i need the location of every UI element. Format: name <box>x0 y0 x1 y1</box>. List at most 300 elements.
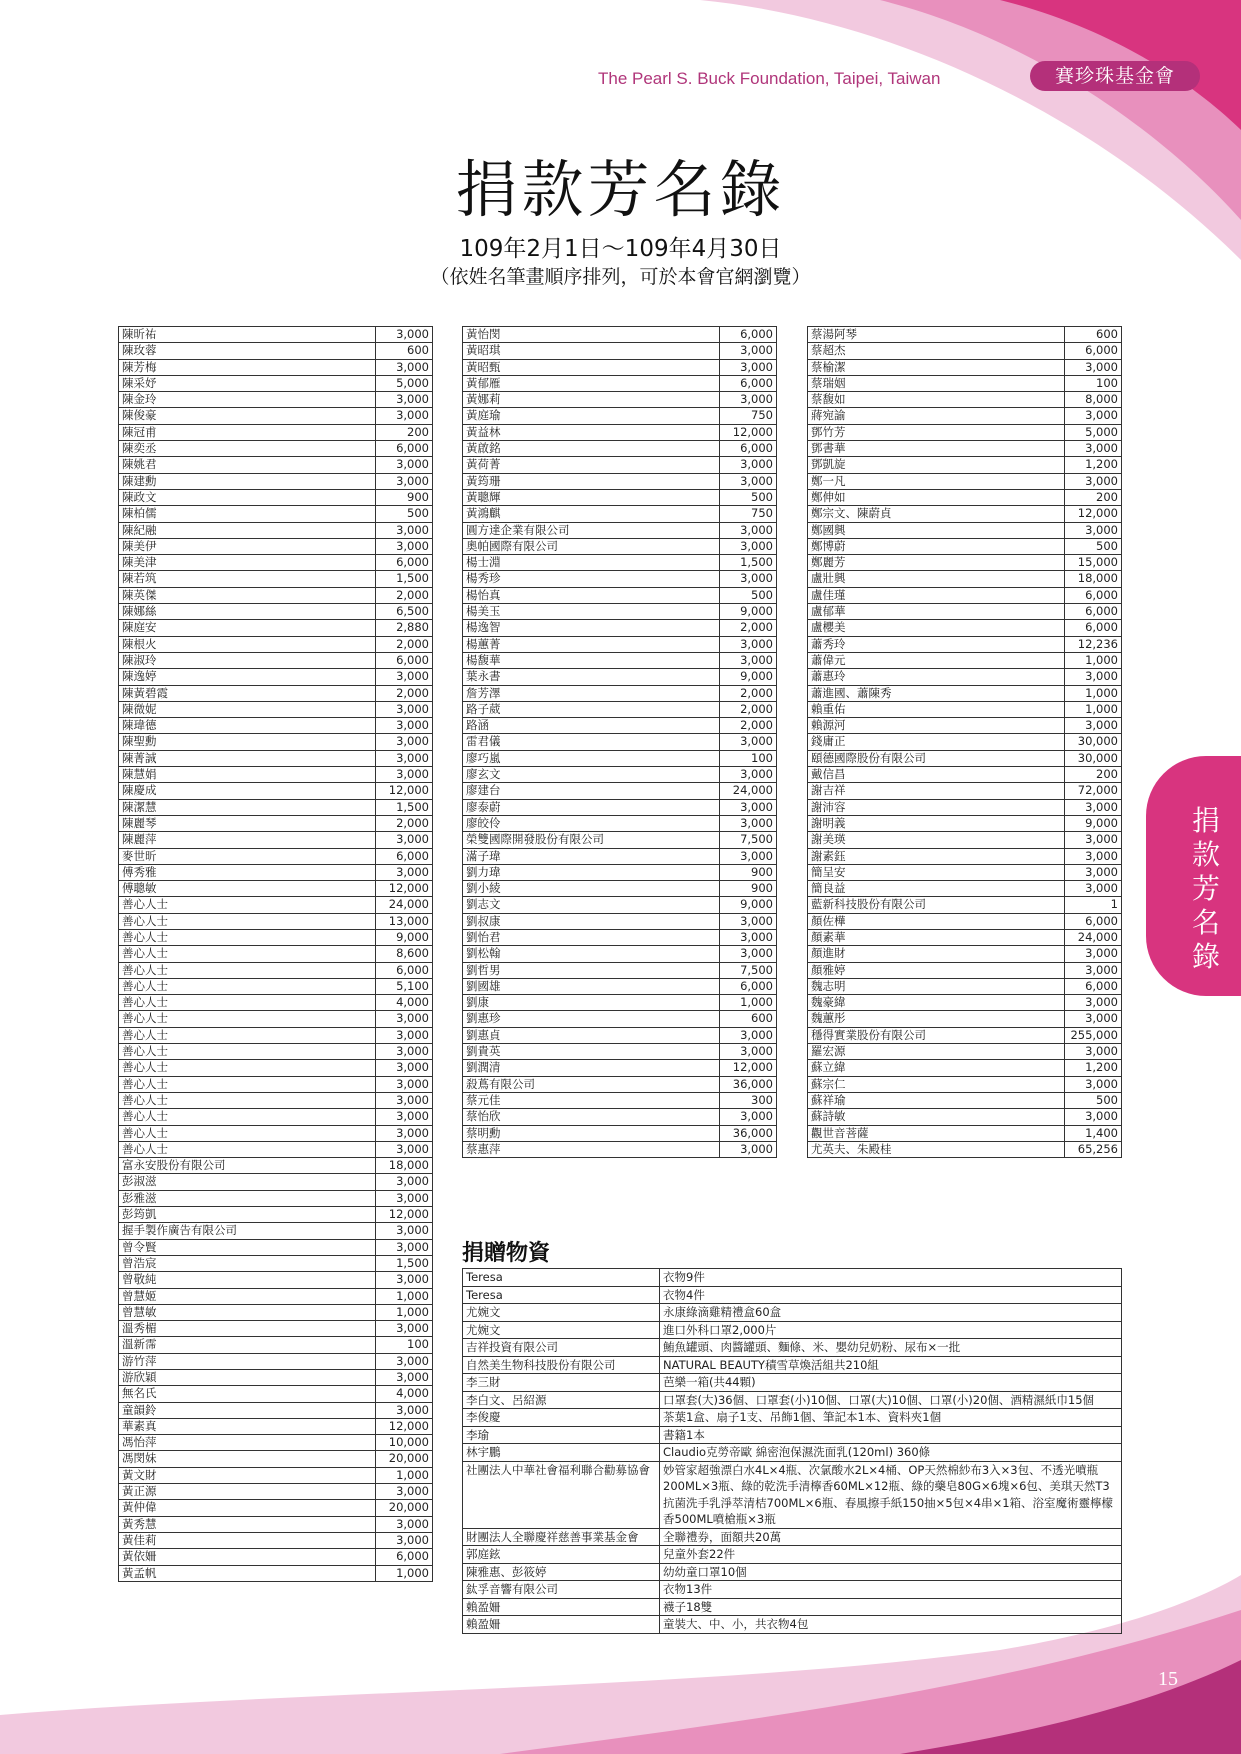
donation-row <box>119 995 433 1011</box>
donation-row <box>463 571 777 587</box>
goods-donor: 財團法人全聯慶祥慈善事業基金會 <box>463 1528 660 1546</box>
donation-row <box>119 343 433 359</box>
donor-name: 善心人士 <box>119 929 376 945</box>
donation-row <box>808 522 1122 538</box>
donation-amount: 6,000 <box>376 555 433 571</box>
donation-amount: 600 <box>376 343 433 359</box>
donation-amount: 3,000 <box>720 1141 777 1157</box>
donation-row <box>119 685 433 701</box>
goods-row <box>463 1374 1122 1392</box>
donation-amount: 6,000 <box>1065 620 1122 636</box>
donation-row <box>119 636 433 652</box>
goods-row <box>463 1426 1122 1444</box>
donor-name: 彭淑滋 <box>119 1174 376 1190</box>
goods-row <box>463 1528 1122 1546</box>
donation-amount: 3,000 <box>720 767 777 783</box>
donation-amount: 6,000 <box>1065 978 1122 994</box>
donor-name: 陳奕丞 <box>119 441 376 457</box>
donation-row <box>463 489 777 505</box>
donation-row <box>119 473 433 489</box>
donor-name: 善心人士 <box>119 1141 376 1157</box>
donation-row <box>463 522 777 538</box>
donation-row <box>808 375 1122 391</box>
donation-row <box>119 799 433 815</box>
donor-name: 黃怡閔 <box>463 327 720 343</box>
goods-items: Claudio克勞帝歐 綿密泡保濕洗面乳(120ml) 360條 <box>660 1444 1122 1462</box>
donation-amount: 3,000 <box>1065 669 1122 685</box>
donation-amount: 2,000 <box>376 685 433 701</box>
goods-donor: 郭庭鉉 <box>463 1546 660 1564</box>
donor-name: 陳逸婷 <box>119 669 376 685</box>
donation-amount: 3,000 <box>1065 946 1122 962</box>
donor-name: 曾浩宸 <box>119 1255 376 1271</box>
donation-amount: 18,000 <box>376 1158 433 1174</box>
donation-row <box>463 1076 777 1092</box>
donation-row <box>119 1451 433 1467</box>
donation-amount: 3,000 <box>376 1402 433 1418</box>
donation-row <box>119 1125 433 1141</box>
donation-row <box>463 343 777 359</box>
donation-amount: 3,000 <box>376 522 433 538</box>
donation-amount: 3,000 <box>720 359 777 375</box>
goods-donor: 鈦孚音響有限公司 <box>463 1581 660 1599</box>
donor-name: 藍新科技股份有限公司 <box>808 897 1065 913</box>
goods-table <box>462 1268 1122 1634</box>
donation-row <box>808 881 1122 897</box>
donor-name: 蔡惠萍 <box>463 1141 720 1157</box>
donation-row <box>119 1418 433 1434</box>
donation-amount: 9,000 <box>720 604 777 620</box>
donation-amount: 100 <box>720 750 777 766</box>
donation-amount: 3,000 <box>376 1011 433 1027</box>
goods-items: 茶葉1盒、扇子1支、吊飾1個、筆記本1本、資料夾1個 <box>660 1409 1122 1427</box>
donor-name: 楊秀珍 <box>463 571 720 587</box>
donation-amount: 3,000 <box>720 636 777 652</box>
goods-items: 口罩套(大)36個、口罩套(小)10個、口罩(大)10個、口罩(小)20個、酒精濕紙巾15個 <box>660 1391 1122 1409</box>
donation-amount: 3,000 <box>376 1321 433 1337</box>
donation-row <box>463 864 777 880</box>
donation-amount: 24,000 <box>720 783 777 799</box>
donation-amount: 100 <box>376 1337 433 1353</box>
donation-row <box>119 783 433 799</box>
donation-row <box>119 424 433 440</box>
donor-name: 蔣宛諭 <box>808 408 1065 424</box>
donation-row <box>119 408 433 424</box>
donation-amount: 3,000 <box>376 734 433 750</box>
donation-row <box>808 1141 1122 1157</box>
donor-name: 溫秀楣 <box>119 1321 376 1337</box>
donor-name: 蔡榆潔 <box>808 359 1065 375</box>
donation-row <box>119 1321 433 1337</box>
donation-amount: 9,000 <box>376 929 433 945</box>
donor-name: 楊士淵 <box>463 555 720 571</box>
donation-row <box>119 555 433 571</box>
donor-name: 鄭宗文、陳蔚貞 <box>808 506 1065 522</box>
donation-row <box>119 1353 433 1369</box>
donation-row <box>808 848 1122 864</box>
donation-amount: 3,000 <box>376 1044 433 1060</box>
donor-name: 陳庭安 <box>119 620 376 636</box>
donor-name: 魏豪緯 <box>808 995 1065 1011</box>
donation-amount: 3,000 <box>720 571 777 587</box>
goods-donor: 李瑜 <box>463 1426 660 1444</box>
donation-amount: 12,000 <box>376 881 433 897</box>
goods-donor: 李俊慶 <box>463 1409 660 1427</box>
donor-name: 陳俊豪 <box>119 408 376 424</box>
donor-name: 簡呈安 <box>808 864 1065 880</box>
donation-amount: 3,000 <box>720 538 777 554</box>
donor-name: 黃昭甄 <box>463 359 720 375</box>
donor-name: 戴信昌 <box>808 767 1065 783</box>
donation-amount: 1,000 <box>376 1467 433 1483</box>
donation-row <box>119 1386 433 1402</box>
goods-row <box>463 1444 1122 1462</box>
donation-amount: 10,000 <box>376 1435 433 1451</box>
donation-row <box>119 1223 433 1239</box>
donation-amount: 1,500 <box>720 555 777 571</box>
donation-row <box>119 881 433 897</box>
donor-name: 榮雙國際開發股份有限公司 <box>463 832 720 848</box>
donation-row <box>808 424 1122 440</box>
donation-row <box>119 1158 433 1174</box>
donation-amount: 900 <box>376 489 433 505</box>
goods-items: 芭樂一箱(共44顆) <box>660 1374 1122 1392</box>
donation-row <box>119 1141 433 1157</box>
donation-amount: 3,000 <box>376 750 433 766</box>
donation-amount: 12,000 <box>376 783 433 799</box>
donor-name: 觀世音菩薩 <box>808 1125 1065 1141</box>
donation-row <box>463 620 777 636</box>
donation-amount: 3,000 <box>1065 848 1122 864</box>
donation-row <box>463 327 777 343</box>
donation-row <box>808 1011 1122 1027</box>
donation-amount: 6,000 <box>1065 604 1122 620</box>
donation-amount: 8,000 <box>1065 392 1122 408</box>
donation-amount: 6,000 <box>1065 343 1122 359</box>
donor-name: 蔡怡欣 <box>463 1109 720 1125</box>
donation-row <box>463 408 777 424</box>
donation-amount: 3,000 <box>376 473 433 489</box>
donation-row <box>119 327 433 343</box>
donation-row <box>808 767 1122 783</box>
donation-amount: 500 <box>720 587 777 603</box>
donor-name: 劉哲男 <box>463 962 720 978</box>
donor-name: 劉惠貞 <box>463 1027 720 1043</box>
donation-row <box>463 587 777 603</box>
donation-amount: 15,000 <box>1065 555 1122 571</box>
donation-row <box>119 913 433 929</box>
donation-row <box>119 359 433 375</box>
donation-row <box>808 1125 1122 1141</box>
donation-row <box>119 718 433 734</box>
donor-name: 陳根火 <box>119 636 376 652</box>
donor-name: 善心人士 <box>119 897 376 913</box>
donation-amount: 2,000 <box>720 701 777 717</box>
donation-amount: 20,000 <box>376 1500 433 1516</box>
donor-name: 陳紀融 <box>119 522 376 538</box>
donation-amount: 3,000 <box>376 1516 433 1532</box>
donation-amount: 2,880 <box>376 620 433 636</box>
donation-amount: 3,000 <box>376 1174 433 1190</box>
donor-name: 陳金玲 <box>119 392 376 408</box>
donation-amount: 500 <box>1065 1092 1122 1108</box>
donation-row <box>808 392 1122 408</box>
goods-items: 衣物13件 <box>660 1581 1122 1599</box>
donation-amount: 4,000 <box>376 995 433 1011</box>
donor-name: 黃啟銘 <box>463 441 720 457</box>
donation-amount: 6,500 <box>376 604 433 620</box>
donation-row <box>119 1011 433 1027</box>
donation-row <box>119 1044 433 1060</box>
donor-name: 蘇祥瑜 <box>808 1092 1065 1108</box>
donation-amount: 3,000 <box>376 1092 433 1108</box>
donation-row <box>119 1370 433 1386</box>
donor-name: 游欣穎 <box>119 1370 376 1386</box>
donation-amount: 200 <box>1065 767 1122 783</box>
donation-amount: 600 <box>1065 327 1122 343</box>
donor-name: 劉貴英 <box>463 1044 720 1060</box>
donor-name: 彭雅滋 <box>119 1190 376 1206</box>
donation-row <box>463 685 777 701</box>
donation-row <box>119 375 433 391</box>
donation-amount: 2,000 <box>376 815 433 831</box>
donation-row <box>808 343 1122 359</box>
donation-row <box>119 1272 433 1288</box>
donation-amount: 3,000 <box>720 473 777 489</box>
donor-name: 劉惠珍 <box>463 1011 720 1027</box>
goods-donor: 尤婉文 <box>463 1304 660 1322</box>
donation-amount: 3,000 <box>376 1223 433 1239</box>
donation-row <box>119 1255 433 1271</box>
donation-row <box>808 408 1122 424</box>
donation-amount: 200 <box>1065 489 1122 505</box>
donation-amount: 65,256 <box>1065 1141 1122 1157</box>
donation-amount: 3,000 <box>1065 864 1122 880</box>
goods-row <box>463 1356 1122 1374</box>
donation-row <box>808 734 1122 750</box>
goods-donor: 李白文、呂紹源 <box>463 1391 660 1409</box>
donor-name: 陳美津 <box>119 555 376 571</box>
donor-name: 黃聰輝 <box>463 489 720 505</box>
donation-amount: 3,000 <box>1065 522 1122 538</box>
donation-row <box>463 457 777 473</box>
donor-name: 謝素鈺 <box>808 848 1065 864</box>
donation-row <box>808 571 1122 587</box>
donation-amount: 3,000 <box>720 522 777 538</box>
goods-row <box>463 1563 1122 1581</box>
donation-row <box>808 359 1122 375</box>
donation-row <box>463 962 777 978</box>
goods-row <box>463 1304 1122 1322</box>
donation-amount: 2,000 <box>376 587 433 603</box>
donation-amount: 3,000 <box>1065 359 1122 375</box>
donation-row <box>119 1484 433 1500</box>
donation-amount: 3,000 <box>720 946 777 962</box>
donor-name: 陳昕祐 <box>119 327 376 343</box>
donation-amount: 1,000 <box>376 1304 433 1320</box>
donation-row <box>119 1027 433 1043</box>
donor-name: 雷君儀 <box>463 734 720 750</box>
donor-name: 陳微妮 <box>119 701 376 717</box>
donation-amount: 3,000 <box>720 913 777 929</box>
donor-name: 劉叔康 <box>463 913 720 929</box>
donor-name: 黃依姍 <box>119 1549 376 1565</box>
donation-row <box>808 1109 1122 1125</box>
donation-row <box>808 457 1122 473</box>
donor-name: 黃郁雁 <box>463 375 720 391</box>
donation-amount: 200 <box>376 424 433 440</box>
donor-name: 陳冠甫 <box>119 424 376 440</box>
donor-name: 游竹萍 <box>119 1353 376 1369</box>
donation-amount: 2,000 <box>720 620 777 636</box>
donor-name: 鄭伸如 <box>808 489 1065 505</box>
donor-name: 廖皎伶 <box>463 815 720 831</box>
donor-name: 鄭博蔚 <box>808 538 1065 554</box>
donation-amount: 5,100 <box>376 978 433 994</box>
donation-amount: 5,000 <box>376 375 433 391</box>
donation-amount: 3,000 <box>376 392 433 408</box>
donation-row <box>463 636 777 652</box>
donor-name: 陳黃碧霞 <box>119 685 376 701</box>
donor-name: 劉怡君 <box>463 929 720 945</box>
donor-name: 陳麗琴 <box>119 815 376 831</box>
donor-name: 善心人士 <box>119 1076 376 1092</box>
donor-name: 陳慧娟 <box>119 767 376 783</box>
org-english-name: The Pearl S. Buck Foundation, Taipei, Taiwan <box>598 69 941 88</box>
donor-name: 羅宏源 <box>808 1044 1065 1060</box>
donation-amount: 6,000 <box>720 375 777 391</box>
donor-name: 陳柏儒 <box>119 506 376 522</box>
donor-name: 魏志明 <box>808 978 1065 994</box>
donor-name: 謝明義 <box>808 815 1065 831</box>
donation-amount: 3,000 <box>1065 832 1122 848</box>
donation-amount: 3,000 <box>720 848 777 864</box>
goods-items: 幼幼童口罩10個 <box>660 1563 1122 1581</box>
donation-amount: 100 <box>1065 375 1122 391</box>
donor-name: 蔡馥如 <box>808 392 1065 408</box>
donation-row <box>463 815 777 831</box>
donation-row <box>119 946 433 962</box>
donation-row <box>808 962 1122 978</box>
donation-row <box>119 897 433 913</box>
donation-row <box>463 375 777 391</box>
donor-name: 蕭秀玲 <box>808 636 1065 652</box>
donation-amount: 24,000 <box>376 897 433 913</box>
donation-amount: 36,000 <box>720 1076 777 1092</box>
donation-amount: 300 <box>720 1092 777 1108</box>
donor-name: 鄧凱旋 <box>808 457 1065 473</box>
donation-row <box>463 881 777 897</box>
donation-amount: 255,000 <box>1065 1027 1122 1043</box>
donor-name: 陳菁誠 <box>119 750 376 766</box>
donation-amount: 3,000 <box>1065 1109 1122 1125</box>
donor-name: 鄭國興 <box>808 522 1065 538</box>
donation-amount: 8,600 <box>376 946 433 962</box>
donation-amount: 2,000 <box>720 718 777 734</box>
donation-row <box>808 832 1122 848</box>
donation-row <box>808 913 1122 929</box>
donor-name: 蘇詩敏 <box>808 1109 1065 1125</box>
goods-donor: 賴盈姍 <box>463 1598 660 1616</box>
donation-row <box>119 978 433 994</box>
donation-row <box>463 767 777 783</box>
donor-name: 善心人士 <box>119 995 376 1011</box>
donation-amount: 3,000 <box>1065 1044 1122 1060</box>
donation-row <box>808 636 1122 652</box>
goods-donor: Teresa <box>463 1286 660 1304</box>
donation-row <box>808 1076 1122 1092</box>
donation-row <box>119 1288 433 1304</box>
goods-row <box>463 1286 1122 1304</box>
donation-amount: 500 <box>376 506 433 522</box>
donation-row <box>463 995 777 1011</box>
donation-amount: 3,000 <box>376 1190 433 1206</box>
donation-row <box>463 392 777 408</box>
donation-amount: 3,000 <box>720 1027 777 1043</box>
donor-name: 楊逸智 <box>463 620 720 636</box>
donor-name: 曾慧敏 <box>119 1304 376 1320</box>
donor-name: 謝美瑛 <box>808 832 1065 848</box>
date-range: 109年2月1日～109年4月30日 <box>459 236 782 262</box>
goods-row <box>463 1616 1122 1634</box>
donor-name: 蔡明勳 <box>463 1125 720 1141</box>
donation-row <box>119 392 433 408</box>
donation-amount: 3,000 <box>376 1353 433 1369</box>
donor-name: 蔡瑞姻 <box>808 375 1065 391</box>
donation-row <box>463 473 777 489</box>
donor-name: 詹芳澤 <box>463 685 720 701</box>
donation-row <box>808 538 1122 554</box>
donation-amount: 3,000 <box>1065 962 1122 978</box>
goods-items: NATURAL BEAUTY積雪草煥活組共210組 <box>660 1356 1122 1374</box>
donation-amount: 3,000 <box>376 538 433 554</box>
donor-name: 馮怡萍 <box>119 1435 376 1451</box>
donation-amount: 30,000 <box>1065 750 1122 766</box>
donor-name: 善心人士 <box>119 978 376 994</box>
goods-donor: Teresa <box>463 1269 660 1287</box>
donation-row <box>808 473 1122 489</box>
goods-items: 童裝大、中、小，共衣物4包 <box>660 1616 1122 1634</box>
donation-row <box>119 587 433 603</box>
donation-row <box>119 750 433 766</box>
donation-row <box>119 1239 433 1255</box>
donation-amount: 7,500 <box>720 832 777 848</box>
donor-name: 賴源河 <box>808 718 1065 734</box>
donation-row <box>463 1044 777 1060</box>
donation-row <box>463 946 777 962</box>
donation-amount: 3,000 <box>376 457 433 473</box>
donation-row <box>119 441 433 457</box>
donation-row <box>808 1027 1122 1043</box>
donation-row <box>808 978 1122 994</box>
donor-name: 劉志文 <box>463 897 720 913</box>
donation-row <box>119 832 433 848</box>
donation-amount: 3,000 <box>376 832 433 848</box>
donor-name: 善心人士 <box>119 946 376 962</box>
donation-row <box>463 1092 777 1108</box>
donation-amount: 13,000 <box>376 913 433 929</box>
donor-name: 馮閔妹 <box>119 1451 376 1467</box>
donation-row <box>119 652 433 668</box>
donation-row <box>808 864 1122 880</box>
donation-row <box>119 1304 433 1320</box>
donation-amount: 3,000 <box>376 669 433 685</box>
donor-name: 圓方達企業有限公司 <box>463 522 720 538</box>
donation-row <box>463 1011 777 1027</box>
donation-amount: 1,200 <box>1065 457 1122 473</box>
donor-name: 陳芳梅 <box>119 359 376 375</box>
donor-name: 尤英夫、朱殿桂 <box>808 1141 1065 1157</box>
